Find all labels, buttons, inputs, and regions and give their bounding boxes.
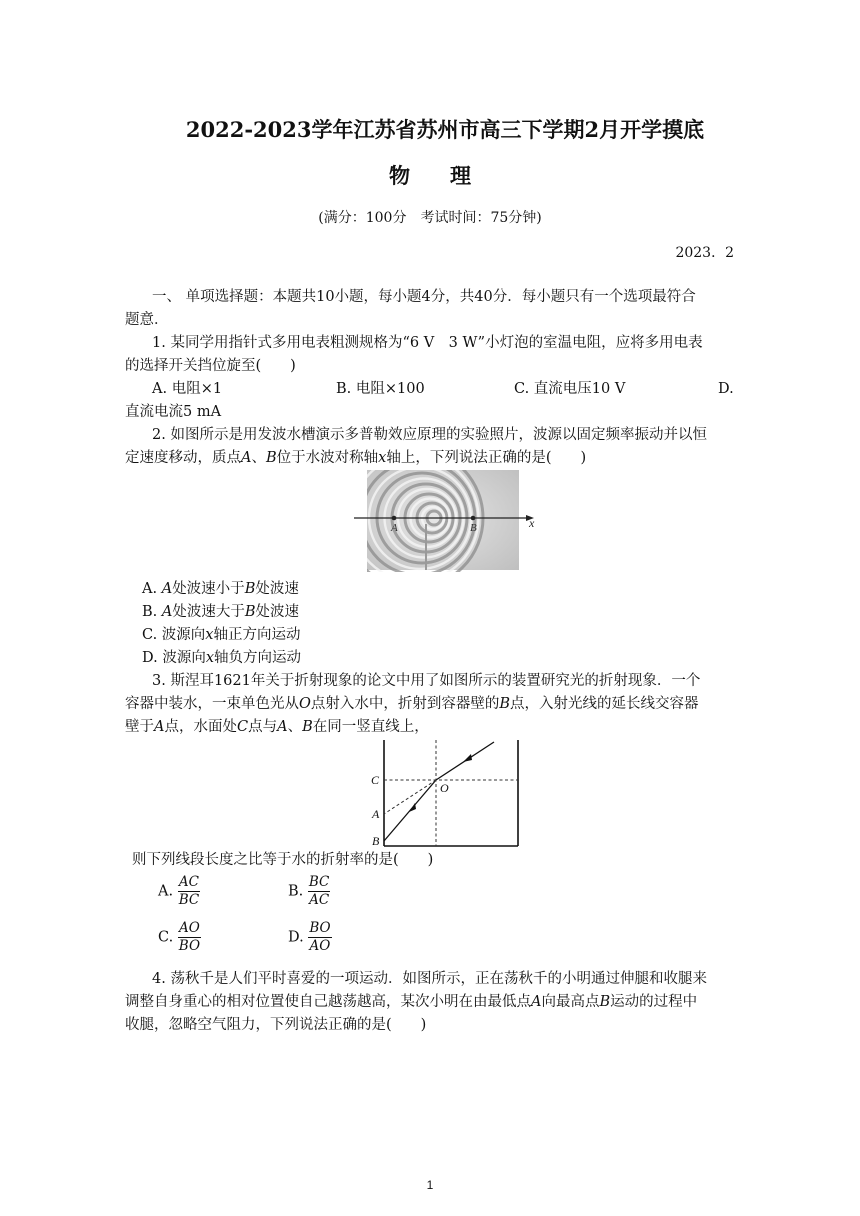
point-a-label: A — [372, 807, 380, 821]
q2-option-text: B. — [142, 604, 162, 620]
q3-option-a — [158, 874, 200, 909]
q2-option-var: x — [205, 627, 214, 643]
fraction-numerator: BC — [308, 874, 330, 890]
q4-text: 向最高点 — [541, 994, 600, 1010]
q1-option-b: B. 电阻×100 — [336, 381, 425, 397]
ripple-tank-figure — [350, 470, 540, 572]
point-b-label: B — [470, 522, 477, 534]
q3-option-fraction — [178, 920, 201, 955]
q3-option-d — [288, 920, 332, 955]
q1-option-a: A. 电阻×1 — [152, 381, 223, 397]
q1-option-d: D. — [718, 381, 734, 397]
q2-option-var: x — [205, 650, 215, 666]
q3-var-c: C — [236, 719, 249, 735]
section1-heading: 一、 单项选择题：本题共10小题，每小题4分，共40分．每小题只有一个选项最符合 — [152, 289, 696, 305]
point-a-dot — [392, 516, 397, 521]
ray-extension — [384, 780, 436, 814]
q3-option-fraction — [178, 874, 201, 909]
q3-stem-cont2 — [125, 716, 737, 739]
q2-stem: 2. 如图所示是用发波水槽演示多普勒效应原理的实验照片，波源以固定频率振动并以恒 — [152, 427, 707, 443]
refracted-ray-arrow — [409, 803, 416, 812]
q4-var-b: B — [599, 994, 611, 1010]
incident-ray-arrow — [463, 754, 472, 762]
q2-option-text: 轴正方向运动 — [213, 627, 301, 643]
q2-option-b — [142, 601, 754, 624]
subject-title: 物理 — [389, 163, 511, 188]
q2-option-var: A — [161, 604, 173, 620]
q3-var-a: A — [154, 719, 165, 735]
q4-var-a: A — [531, 994, 542, 1010]
point-o-label: O — [440, 781, 449, 795]
q2-option-var: A — [161, 581, 173, 597]
q3-stem-cont — [125, 693, 737, 716]
q3-option-fraction — [308, 874, 331, 909]
q4-text: 调整自身重心的相对位置使自己越荡越高，某次小明在由最低点 — [125, 994, 531, 1010]
q2-option-text: D. 波源向 — [142, 650, 206, 666]
q1-stem: 1. 某同学用指针式多用电表粗测规格为“6 V 3 W”小灯泡的室温电阻，应将多用电表 — [152, 335, 703, 351]
q2-text: 轴上，下列说法正确的是( ) — [386, 450, 587, 466]
q2-option-var: B — [244, 604, 256, 620]
q3-var-b: B — [302, 719, 313, 735]
q2-option-text: 处波速 — [255, 581, 299, 597]
section1-heading-cont: 题意． — [125, 312, 169, 328]
q3-text: 壁于 — [125, 719, 154, 735]
q4-stem-cont2: 收腿，忽略空气阻力，下列说法正确的是( ) — [125, 1017, 427, 1033]
q1-stem-cont: 的选择开关挡位旋至( ) — [125, 358, 296, 374]
q2-option-text: C. 波源向 — [142, 627, 206, 643]
page-number: 1 — [426, 1178, 434, 1192]
q4-stem: 4. 荡秋千是人们平时喜爱的一项运动．如图所示，正在荡秋千的小明通过伸腿和收腿来 — [152, 971, 707, 987]
q1-option-c: C. 直流电压10 V — [514, 381, 626, 397]
q3-option-label: C. — [158, 929, 174, 946]
q2-option-text: A. — [142, 581, 162, 597]
q3-var-a: A — [277, 719, 288, 735]
q3-var-o: O — [299, 696, 311, 712]
q3-text: 点，入射光线的延长线交容器 — [510, 696, 699, 712]
q2-option-text: 处波速小于 — [172, 581, 245, 597]
q2-option-var: B — [244, 581, 256, 597]
q2-var-b: B — [265, 450, 277, 466]
q3-text: 容器中装水，一束单色光从 — [125, 696, 299, 712]
q3-question: 则下列线段长度之比等于水的折射率的是( ) — [132, 852, 434, 868]
fraction-numerator: AC — [178, 874, 199, 890]
q2-text: 位于水波对称轴 — [276, 450, 379, 466]
q4-stem-cont — [125, 991, 737, 1014]
q2-option-text: 处波速大于 — [172, 604, 245, 620]
fraction-denominator: AO — [309, 938, 331, 954]
q2-option-a — [142, 578, 754, 601]
point-b-label: B — [372, 834, 380, 848]
exam-title: 2022-2023学年江苏省苏州市高三下学期2月开学摸底 — [185, 117, 705, 142]
q2-option-text: 轴负方向运动 — [214, 650, 302, 666]
fraction-denominator: AC — [309, 892, 330, 908]
q3-option-label: A. — [158, 883, 174, 900]
exam-info: (满分：100分 考试时间：75分钟) — [318, 210, 542, 226]
point-a-label: A — [391, 522, 398, 534]
q3-stem: 3. 斯涅耳1621年关于折射现象的论文中用了如图所示的装置研究光的折射现象．一个 — [152, 673, 701, 689]
point-c-label: C — [371, 773, 380, 787]
q3-text: 点与 — [248, 719, 278, 735]
q3-option-label: D. — [288, 929, 304, 946]
fraction-numerator: BO — [309, 920, 331, 936]
q3-option-label: B. — [288, 883, 304, 900]
q3-option-fraction — [308, 920, 331, 955]
q2-option-c — [142, 624, 754, 647]
q1-option-d-cont: 直流电流5 mA — [125, 404, 222, 420]
refraction-figure — [360, 738, 530, 850]
q3-text: 点，水面处 — [164, 719, 237, 735]
point-b-dot — [471, 516, 476, 521]
q2-var-a: A — [241, 450, 252, 466]
q3-text: 在同一竖直线上， — [312, 719, 429, 735]
q2-stem-cont — [125, 447, 737, 470]
q3-option-c — [158, 920, 201, 955]
fraction-denominator: BC — [178, 892, 200, 908]
q2-option-text: 处波速 — [255, 604, 300, 620]
q2-var-x: x — [378, 450, 387, 466]
fraction-denominator: BO — [178, 938, 201, 954]
q2-text: 定速度移动，质点 — [125, 450, 241, 466]
q4-text: 运动的过程中 — [610, 994, 698, 1010]
q3-option-b — [288, 874, 330, 909]
q3-text: 点射入水中，折射到容器壁的 — [310, 696, 500, 712]
exam-date: 2023．2 — [675, 245, 734, 261]
x-axis-label: x — [529, 516, 535, 530]
q3-text: 、 — [287, 719, 303, 735]
q2-text: 、 — [251, 450, 266, 466]
q3-var-b: B — [499, 696, 511, 712]
q2-option-d — [142, 647, 754, 670]
fraction-numerator: AO — [179, 920, 200, 936]
